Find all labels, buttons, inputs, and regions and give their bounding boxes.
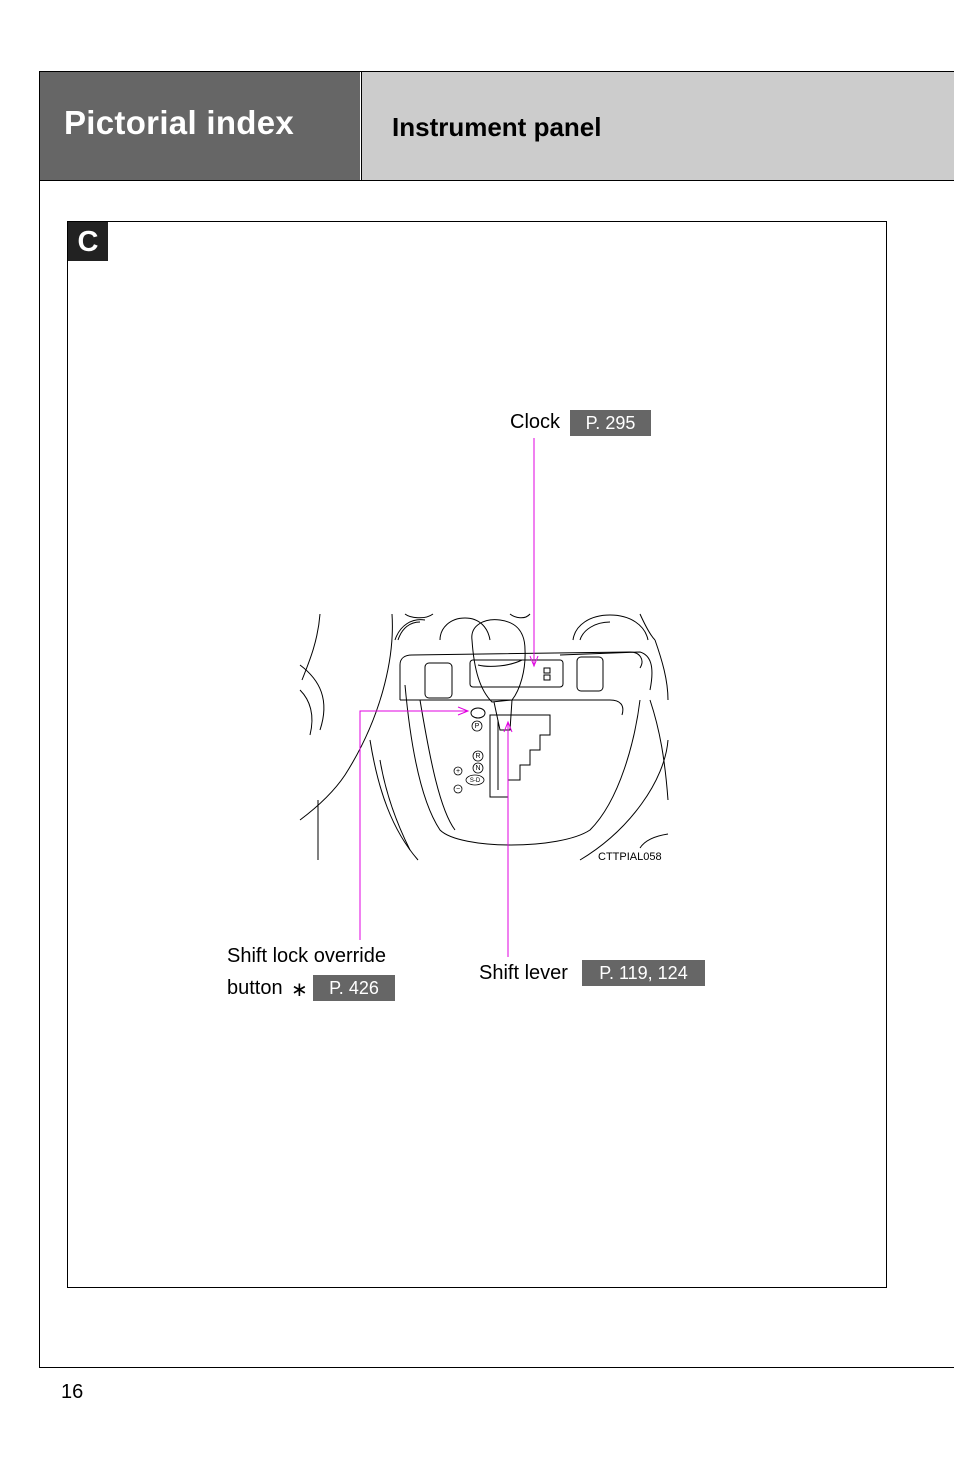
asterisk-mark: ∗	[291, 979, 308, 1001]
gear-mark-r-text: R	[475, 753, 481, 760]
illustration-code: CTTPIAL058	[598, 851, 662, 863]
shift-lock-override-label: Shift lock override	[227, 945, 386, 967]
shift-lock-override-page-ref[interactable]: P. 426	[313, 975, 395, 1001]
clock-label: Clock	[510, 411, 561, 433]
shift-lever-page-ref[interactable]: P. 119, 124	[582, 960, 705, 986]
shift-lever-label: Shift lever	[479, 962, 568, 984]
gear-mark-sd-text: S-D	[469, 778, 481, 784]
console-drawing	[300, 614, 668, 860]
gear-mark-minus-text: −	[455, 786, 461, 793]
page-number: 16	[61, 1381, 84, 1403]
shift-lock-override-label-2: button	[227, 977, 283, 999]
page-title: Instrument panel	[392, 112, 602, 142]
gear-marks	[454, 721, 484, 793]
gear-mark-p-text: P	[474, 723, 480, 730]
clock-page-ref[interactable]: P. 295	[570, 410, 651, 436]
gear-mark-plus-text: +	[455, 768, 461, 775]
view-badge: C	[68, 222, 108, 261]
section-title: Pictorial index	[64, 104, 295, 141]
gear-mark-n-text: N	[475, 765, 481, 772]
